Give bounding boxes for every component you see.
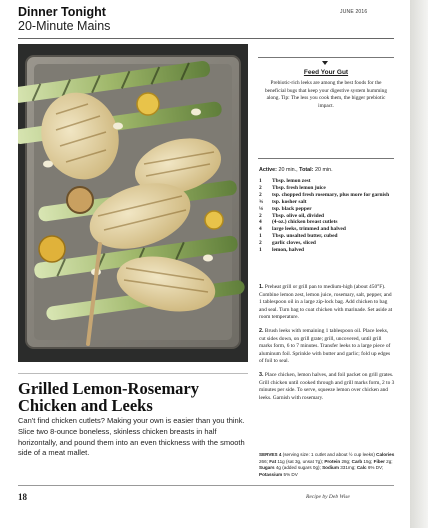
- cook-time: Active: 20 min., Total: 20 min.: [259, 167, 333, 173]
- total-label: Total:: [299, 167, 314, 173]
- ingredient-item: 2 garlic cloves, sliced: [259, 240, 316, 247]
- active-label: Active:: [259, 167, 277, 173]
- ingredient-item: ⅛ tsp. black pepper: [259, 205, 312, 212]
- footer-divider: [18, 485, 394, 486]
- section-subtitle: 20-Minute Mains: [18, 19, 111, 33]
- ingredient-item: 2 tsp. chopped fresh rosemary, plus more for garnish: [259, 191, 390, 198]
- ingredient-item: 1 Tbsp. unsalted butter, cubed: [259, 233, 338, 240]
- step-2: 2. Brush leeks with remaining 1 tablespoon oil. Place leeks, cut sides down, on grill grate; grill, uncovered, until grill marks form, 6 to 7 minutes. Transfer leeks to a large piece of aluminum foil. Sprinkle with butter and garlic; fold up edges of foil to seal.: [259, 327, 391, 365]
- recipe-steps: [259, 284, 395, 408]
- ingredient-item: 1 lemon, halved: [259, 247, 305, 254]
- page-spine: [410, 0, 428, 528]
- active-value: 20 min.: [278, 167, 297, 173]
- header-divider: [18, 38, 394, 39]
- recipe-title-line-2: Chicken and Leeks: [18, 396, 153, 415]
- ingredient-item: 1 Tbsp. lemon zest: [259, 178, 311, 184]
- page-number: 18: [18, 492, 27, 502]
- section-title: Dinner Tonight: [18, 5, 106, 19]
- title-divider: [18, 373, 248, 374]
- issue-date: JUNE 2016: [340, 9, 368, 15]
- feed-your-gut-box: [258, 57, 394, 159]
- sidebar-body: Prebiotic-rich leeks are among the best foods for the beneficial bugs that keep your digestive system humming along. Tip: The less you cook them, the bigger prebiotic impact.: [265, 80, 387, 109]
- ingredient-item: 4 large leeks, trimmed and halved: [259, 226, 346, 233]
- down-triangle-icon: [322, 61, 328, 65]
- step-3: 3. Place chicken, lemon halves, and foil packet on grill grates. Grill chicken until cooked through and grill marks form, 2 to 3 minutes per side. To serve, squeeze lemon over chicken and leeks. Garnish with rosemary.: [259, 371, 395, 401]
- grilled-chicken-leeks-image: [18, 44, 248, 362]
- nutrition-info: SERVES 4 (serving size: 1 cutlet and about ½ cup leeks) Calories 266; Fat 11g (sat 3g, unsat 7g); Protein 28g; Carb 15g; Fiber 2g; Sugars 4g (added sugars 0g); Sodium 331mg; Calc 6% DV; Potassium 5% DV: [259, 452, 395, 477]
- recipe-title-line-1: Grilled Lemon-Rosemary: [18, 379, 200, 398]
- step-1: 1. Preheat grill or grill pan to medium-high (about 450°F). Combine lemon zest, lemon juice, rosemary, salt, pepper, and 1 tablespoon oil in a large zip-lock bag. Add chicken to bag and seal. Turn bag to coat chicken with marinade. Set aside at room temperature.: [259, 284, 393, 321]
- total-value: 20 min.: [314, 167, 333, 173]
- ingredient-item: 2 Tbsp. olive oil, divided: [259, 212, 324, 219]
- recipe-title: [18, 380, 248, 414]
- ingredient-item: 4 (4-oz.) chicken breast cutlets: [259, 219, 338, 226]
- ingredient-item: ¾ tsp. kosher salt: [259, 198, 307, 205]
- ingredient-item: 2 Tbsp. fresh lemon juice: [259, 184, 326, 191]
- recipe-credit: Recipe by Deb Wise: [306, 494, 350, 500]
- recipe-intro: Can't find chicken cutlets? Making your own is easier than you think. Slice two 8-ounce boneless, skinless chicken breasts in half horizontally, and pound them into an even thickness with the smooth side of a meat mallet.: [18, 416, 245, 458]
- recipe-photo: [18, 44, 248, 362]
- sidebar-title: Feed Your Gut: [303, 69, 349, 76]
- ingredient-list: [259, 178, 395, 254]
